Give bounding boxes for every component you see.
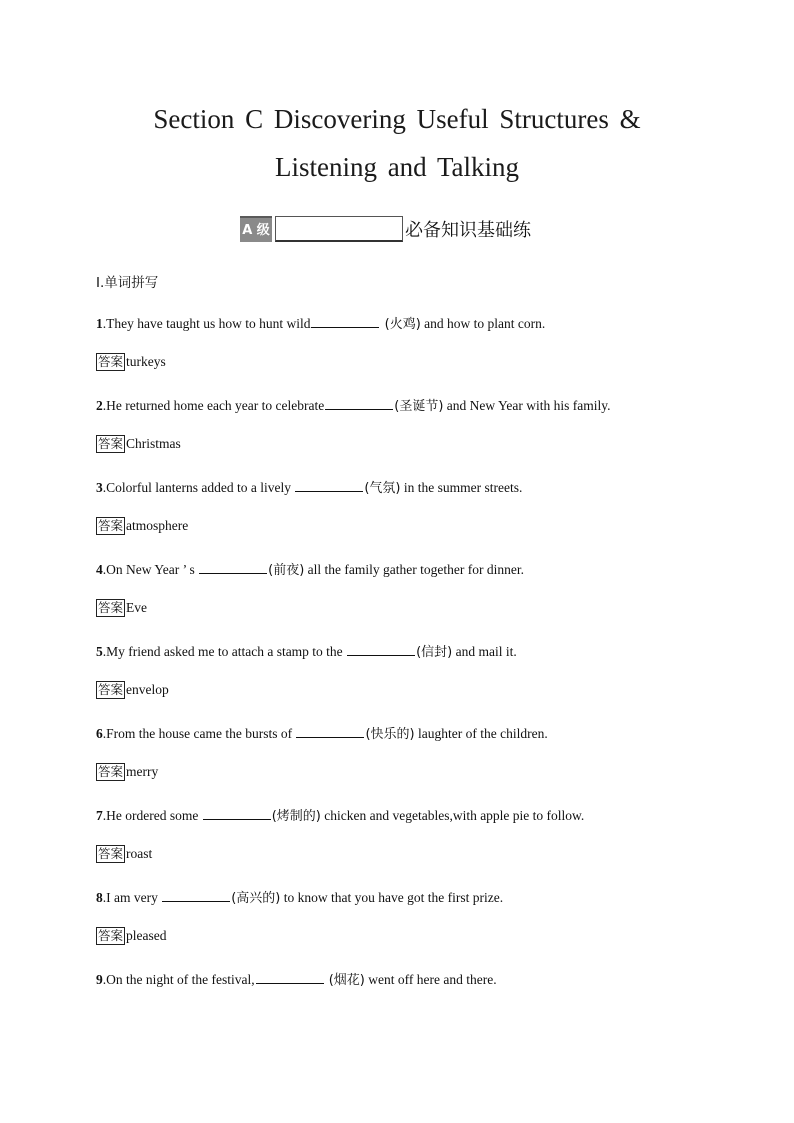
chinese-hint: (信封) bbox=[416, 645, 453, 660]
section-heading: Ⅰ.单词拼写 bbox=[96, 275, 159, 291]
question-text-before: .Colorful lanterns added to a lively bbox=[102, 480, 295, 495]
answer-tag: 答案 bbox=[98, 928, 124, 943]
question-3 bbox=[96, 477, 522, 496]
answer-tag: 答案 bbox=[98, 600, 124, 615]
question-7 bbox=[96, 805, 584, 824]
answer-tag: 答案 bbox=[98, 846, 124, 861]
answer-row bbox=[96, 435, 181, 453]
answer-blank bbox=[199, 561, 267, 574]
answer-value: envelop bbox=[126, 682, 169, 697]
page-title-line-2: Listening and Talking bbox=[274, 152, 520, 182]
question-text-after: went off here and there. bbox=[364, 972, 497, 987]
question-text-before: .I am very bbox=[102, 890, 162, 905]
answer-value: pleased bbox=[126, 928, 167, 943]
question-text-after: and New Year with his family. bbox=[443, 398, 611, 413]
answer-blank bbox=[311, 315, 379, 328]
answer-blank bbox=[256, 971, 324, 984]
question-text-after: laughter of the children. bbox=[414, 726, 548, 741]
question-text-before: .On New Year ’ s bbox=[102, 562, 199, 577]
chinese-hint: (快乐的) bbox=[365, 727, 415, 742]
answer-value: Christmas bbox=[126, 436, 181, 451]
answer-row bbox=[96, 517, 188, 535]
level-blank-box bbox=[275, 216, 403, 242]
question-text-after: to know that you have got the first prize. bbox=[280, 890, 504, 905]
answer-tag: 答案 bbox=[98, 436, 124, 451]
answer-row bbox=[96, 353, 166, 371]
question-5 bbox=[96, 641, 517, 660]
question-number: 5 bbox=[96, 644, 103, 659]
chinese-hint: (圣诞节) bbox=[394, 399, 444, 414]
question-9 bbox=[96, 969, 497, 988]
answer-row bbox=[96, 681, 169, 699]
level-badge: A 级 bbox=[240, 216, 272, 242]
chinese-hint: (高兴的) bbox=[231, 891, 281, 906]
answer-row bbox=[96, 927, 167, 945]
question-text-before: .He ordered some bbox=[102, 808, 202, 823]
answer-blank bbox=[203, 807, 271, 820]
question-text-before: .They have taught us how to hunt wild bbox=[102, 316, 311, 331]
answer-blank bbox=[296, 725, 364, 738]
question-2 bbox=[96, 395, 611, 414]
question-8 bbox=[96, 887, 503, 906]
answer-value: Eve bbox=[126, 600, 148, 615]
chinese-hint: (前夜) bbox=[268, 563, 305, 578]
answer-value: atmosphere bbox=[126, 518, 189, 533]
question-1 bbox=[96, 313, 545, 332]
question-number: 8 bbox=[96, 890, 103, 905]
answer-row bbox=[96, 599, 147, 617]
chinese-hint: (火鸡) bbox=[380, 317, 421, 332]
question-number: 1 bbox=[96, 316, 103, 331]
chinese-hint: (烤制的) bbox=[271, 809, 321, 824]
answer-row bbox=[96, 763, 158, 781]
answer-blank bbox=[347, 643, 415, 656]
question-number: 4 bbox=[96, 562, 103, 577]
question-number: 2 bbox=[96, 398, 103, 413]
answer-blank bbox=[325, 397, 393, 410]
question-number: 6 bbox=[96, 726, 103, 741]
question-text-before: .My friend asked me to attach a stamp to the bbox=[102, 644, 347, 659]
question-text-before: .From the house came the bursts of bbox=[102, 726, 296, 741]
level-label: 必备知识基础练 bbox=[405, 220, 531, 241]
answer-blank bbox=[162, 889, 230, 902]
question-text-after: chicken and vegetables,with apple pie to follow. bbox=[320, 808, 585, 823]
question-4 bbox=[96, 559, 524, 578]
answer-value: turkeys bbox=[126, 354, 166, 369]
question-text-before: .On the night of the festival, bbox=[102, 972, 255, 987]
question-text-after: and how to plant corn. bbox=[420, 316, 546, 331]
chinese-hint: (气氛) bbox=[364, 481, 401, 496]
answer-value: roast bbox=[126, 846, 153, 861]
answer-tag: 答案 bbox=[98, 682, 124, 697]
answer-row bbox=[96, 845, 152, 863]
level-banner bbox=[240, 212, 531, 242]
question-6 bbox=[96, 723, 548, 742]
question-number: 3 bbox=[96, 480, 103, 495]
question-number: 9 bbox=[96, 972, 103, 987]
question-number: 7 bbox=[96, 808, 103, 823]
chinese-hint: (烟花) bbox=[324, 973, 365, 988]
answer-value: merry bbox=[126, 764, 159, 779]
answer-tag: 答案 bbox=[98, 764, 124, 779]
question-text-after: in the summer streets. bbox=[400, 480, 523, 495]
answer-tag: 答案 bbox=[98, 354, 124, 369]
question-text-after: and mail it. bbox=[452, 644, 517, 659]
answer-tag: 答案 bbox=[98, 518, 124, 533]
question-text-before: .He returned home each year to celebrate bbox=[102, 398, 325, 413]
page-title-line-1: Section C Discovering Useful Structures & bbox=[153, 104, 641, 134]
question-text-after: all the family gather together for dinner. bbox=[304, 562, 524, 577]
answer-blank bbox=[295, 479, 363, 492]
